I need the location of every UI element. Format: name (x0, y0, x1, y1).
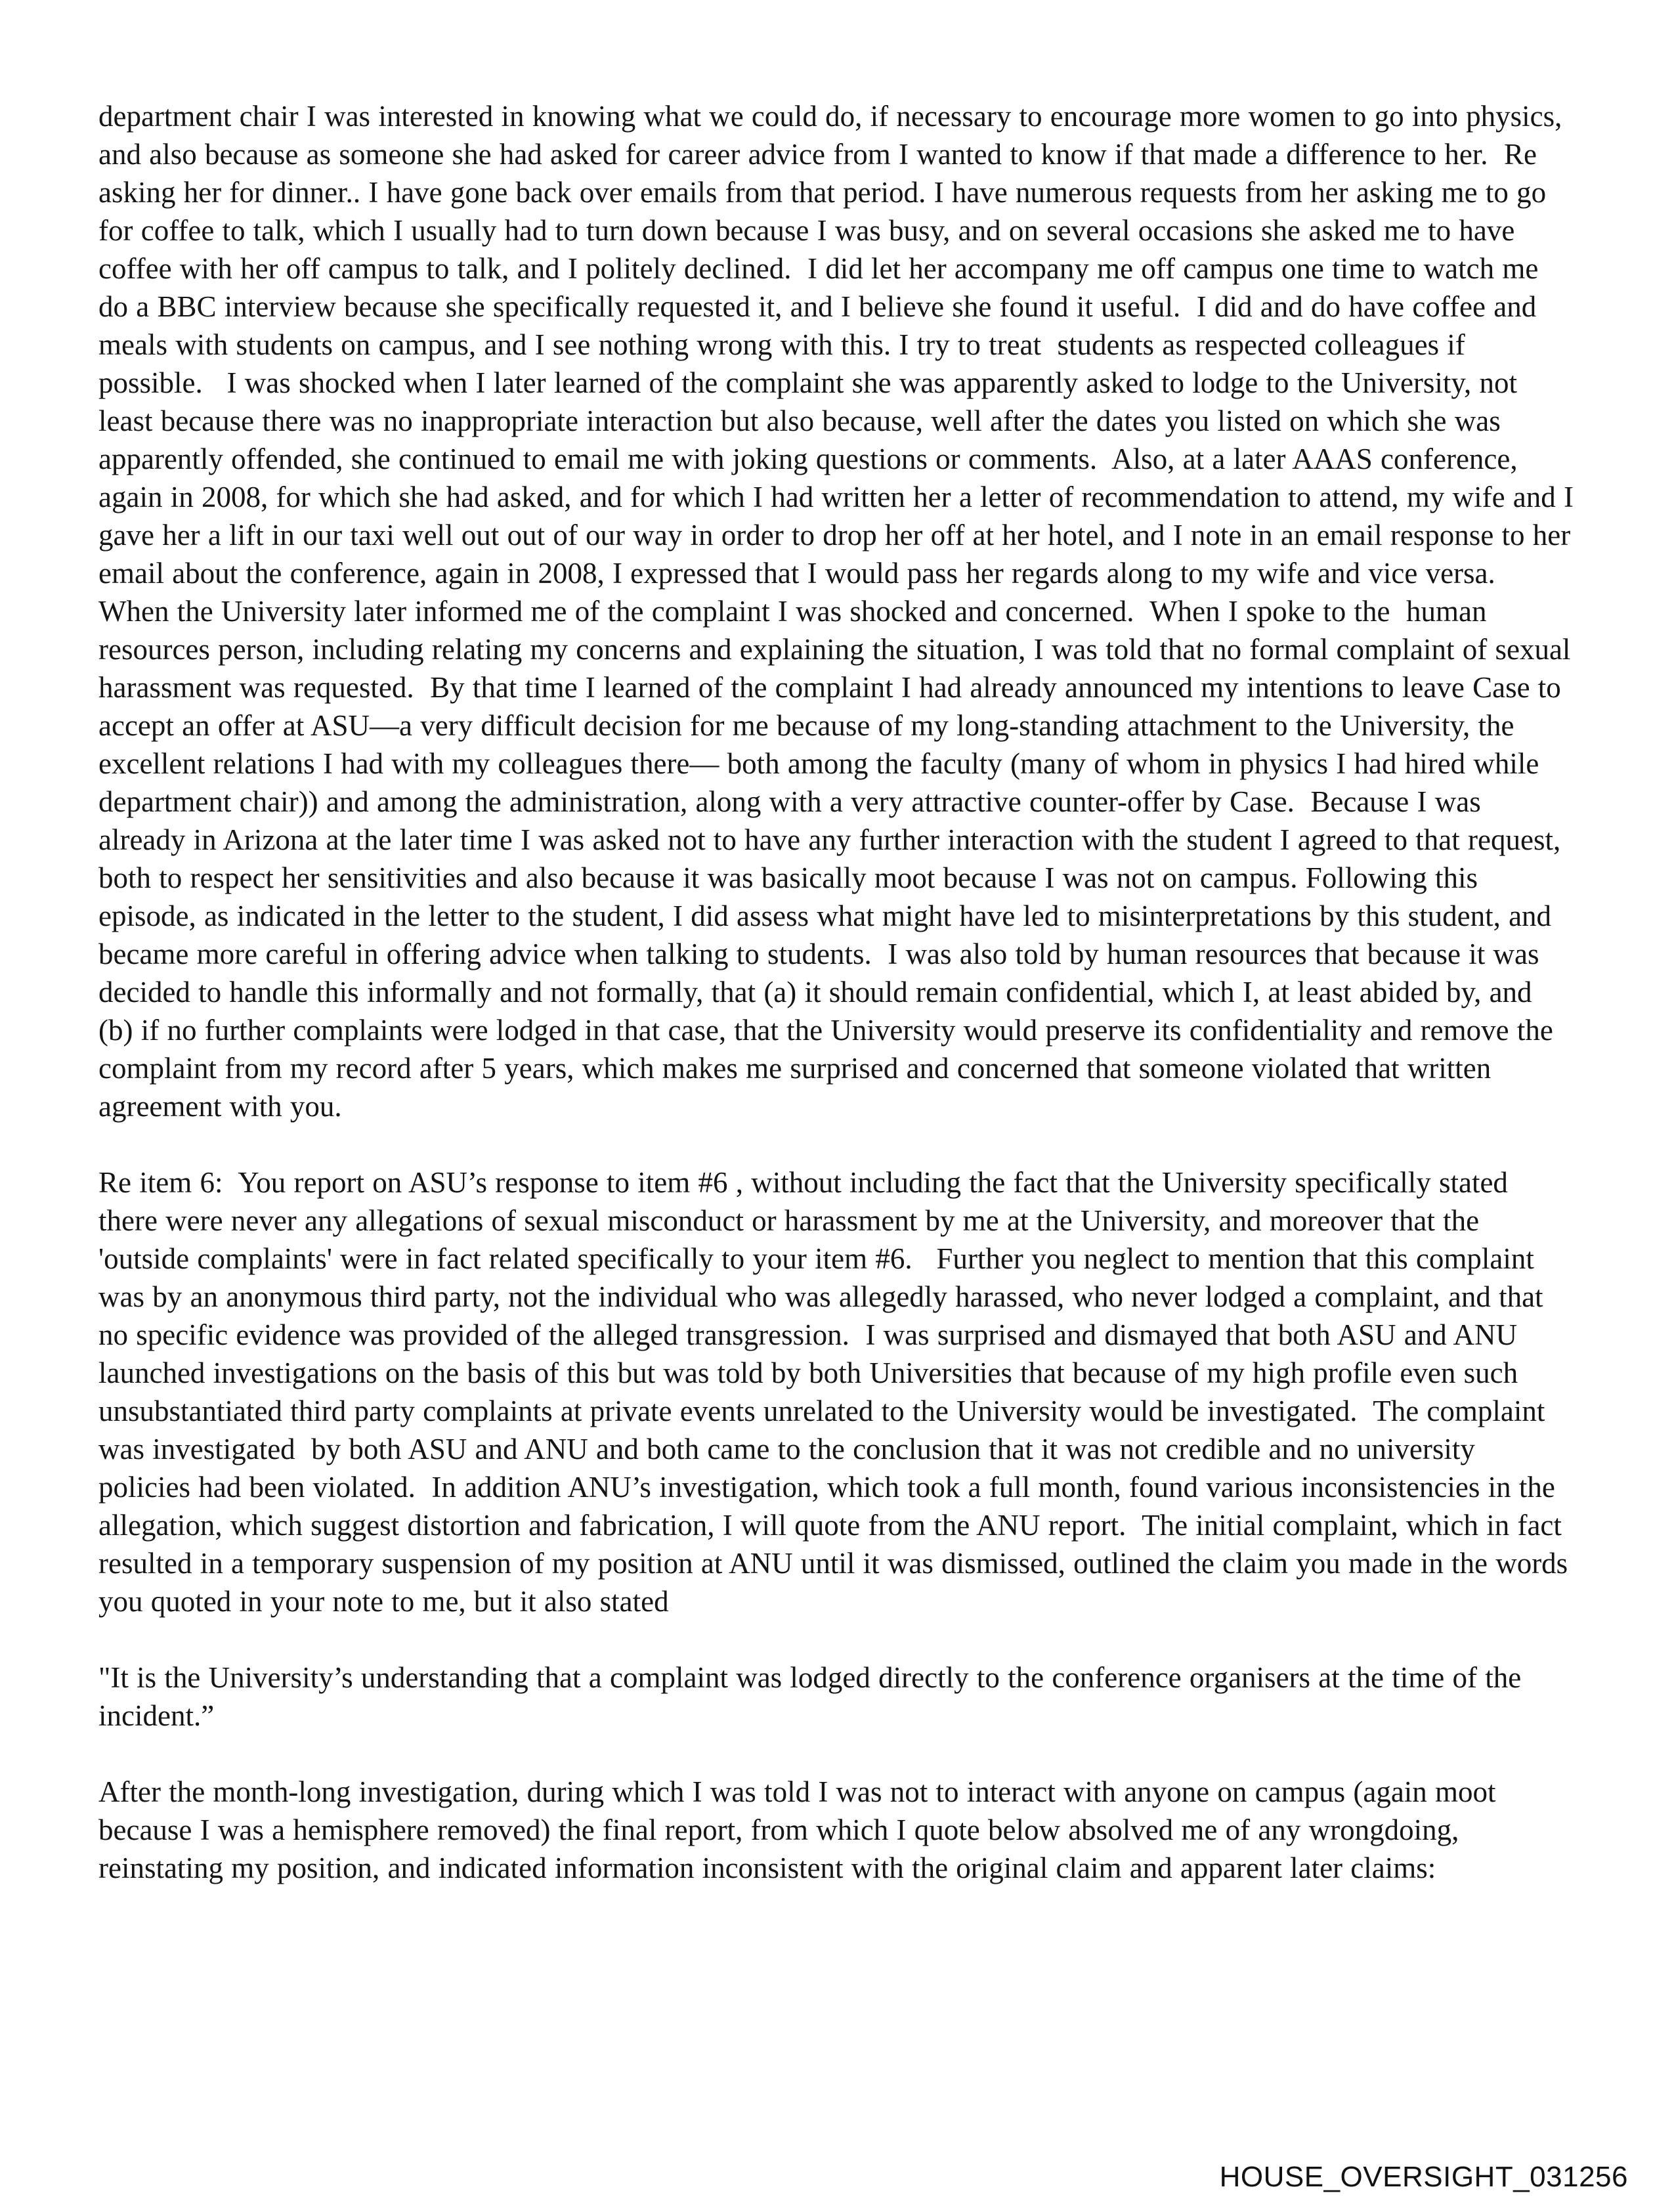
paragraph-2: Re item 6: You report on ASU’s response to item #6 , without including the fact that the University specifically stated there were never any allegations of sexual misconduct or harassment by me at the University, and moreover that the 'outside complaints' were in fact related specifically to your item #6. Further you neglect to mention that this complaint was by an anonymous third party, not the individual who was allegedly harassed, who never lodged a complaint, and that no specific evidence was provided of the alleged transgression. I was surprised and dismayed that both ASU and ANU launched investigations on the basis of this but was told by both Universities that because of my high profile even such unsubstantiated third party complaints at private events unrelated to the University would be investigated. The complaint was investigated by both ASU and ANU and both came to the conclusion that it was not credible and no university policies had been violated. In addition ANU’s investigation, which took a full month, found various inconsistencies in the allegation, which suggest distortion and fabrication, I will quote from the ANU report. The initial complaint, which in fact resulted in a temporary suspension of my position at ANU until it was dismissed, outlined the claim you made in the words you quoted in your note to me, but it also stated (98, 1166, 1576, 1618)
paragraph-3: After the month-long investigation, during which I was told I was not to interact with anyone on campus (again moot because I was a hemisphere removed) the final report, from which I quote below absolved me of any wrongdoing, reinstating my position, and indicated information inconsistent with the original claim and apparent later claims: (98, 1775, 1504, 1884)
paragraph-quote: "It is the University’s understanding that a complaint was lodged directly to the conference organisers at the time of the incident.” (98, 1661, 1530, 1732)
bates-number: HOUSE_OVERSIGHT_031256 (1219, 2161, 1628, 2193)
paragraph-1: department chair I was interested in knowing what we could do, if necessary to encourage more women to go into physics, and also because as someone she had asked for career advice from I wanted to know if that made a difference to her. Re asking her for dinner.. I have gone back over emails from that period. I have numerous requests from her asking me to go for coffee to talk, which I usually had to turn down because I was busy, and on several occasions she asked me to have coffee with her off campus to talk, and I politely declined. I did let her accompany me off campus one time to watch me do a BBC interview because she specifically requested it, and I believe she found it useful. I did and do have coffee and meals with students on campus, and I see nothing wrong with this. I try to treat students as respected colleagues if possible. I was shocked when I later learned of the complaint she was apparently asked to lodge to the University, not least because there was no inappropriate interaction but also because, well after the dates you listed on which she was apparently offended, she continued to email me with joking questions or comments. Also, at a later AAAS conference, again in 2008, for which she had asked, and for which I had written her a letter of recommendation to attend, my wife and I gave her a lift in our taxi well out out of our way in order to drop her off at her hotel, and I note in an email response to her email about the conference, again in 2008, I expressed that I would pass her regards along to my wife and vice versa. When the University later informed me of the complaint I was shocked and concerned. When I spoke to the human resources person, including relating my concerns and explaining the situation, I was told that no formal complaint of sexual harassment was requested. By that time I learned of the complaint I had already announced my intentions to leave Case to accept an offer at ASU—a very difficult decision for me because of my long-standing attachment to the University, the excellent relations I had with my colleagues there— both among the faculty (many of whom in physics I had hired while department chair)) and among the administration, along with a very attractive counter-offer by Case. Because I was already in Arizona at the later time I was asked not to have any further interaction with the student I agreed to that request, both to respect her sensitivities and also because it was basically moot because I was not on campus. Following this episode, as indicated in the letter to the student, I did assess what might have led to misinterpretations by this student, and became more careful in offering advice when talking to students. I was also told by human resources that because it was decided to handle this informally and not formally, that (a) it should remain confidential, which I, at least abided by, and (b) if no further complaints were lodged in that case, that the University would preserve its confidentiality and remove the complaint from my record after 5 years, which makes me surprised and concerned that someone violated that written agreement with you. (98, 100, 1582, 1123)
letter-body (98, 97, 1582, 1887)
